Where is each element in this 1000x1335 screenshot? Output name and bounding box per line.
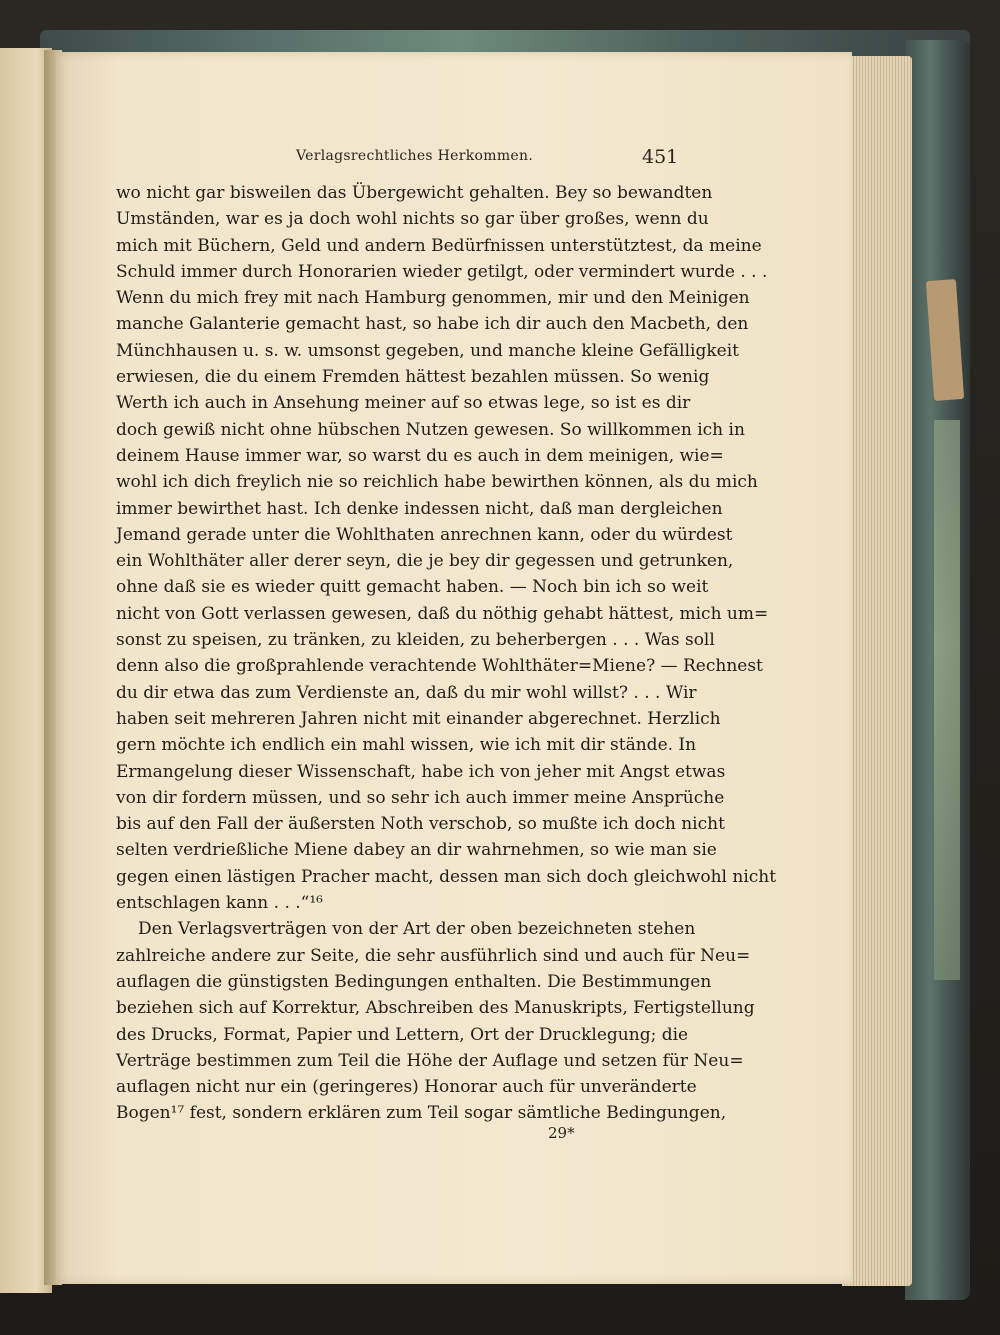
text-line: bis auf den Fall der äußersten Noth verschob, so mußte ich doch nicht [116, 814, 725, 835]
text-line: Den Verlagsverträgen von der Art der oben bezeichneten stehen [138, 919, 696, 940]
text-line: auflagen nicht nur ein (geringeres) Honorar auch für unveränderte [116, 1077, 697, 1098]
body-text [116, 180, 777, 1127]
running-head: Verlagsrechtliches Herkommen. [296, 148, 534, 164]
text-line: selten verdrießliche Miene dabey an dir wahrnehmen, so wie man sie [116, 840, 717, 861]
text-line: Bogen¹⁷ fest, sondern erklären zum Teil sogar sämtliche Bedingungen, [116, 1103, 727, 1124]
text-line: erwiesen, die du einem Fremden hättest bezahlen müssen. So wenig [116, 367, 710, 388]
text-line: auflagen die günstigsten Bedingungen enthalten. Die Bestimmungen [116, 971, 712, 992]
text-line: Umständen, war es ja doch wohl nichts so gar über großes, wenn du [116, 209, 709, 230]
text-line: zahlreiche andere zur Seite, die sehr ausführlich sind und auch für Neu= [116, 945, 751, 966]
text-line: mich mit Büchern, Geld und andern Bedürfnissen unterstütztest, da meine [116, 235, 762, 256]
text-line: des Drucks, Format, Papier und Lettern, Ort der Drucklegung; die [116, 1024, 689, 1045]
text-line: von dir fordern müssen, und so sehr ich auch immer meine Ansprüche [116, 787, 725, 808]
text-line: wo nicht gar bisweilen das Übergewicht gehalten. Bey so bewandten [116, 183, 713, 203]
text-line: entschlagen kann . . .“¹⁶ [116, 893, 323, 914]
text-line: gern möchte ich endlich ein mahl wissen, wie ich mit dir stände. In [116, 735, 697, 756]
text-line: Werth ich auch in Ansehung meiner auf so etwas lege, so ist es dir [116, 393, 691, 414]
text-line: doch gewiß nicht ohne hübschen Nutzen gewesen. So willkommen ich in [116, 419, 745, 440]
text-line: Wenn du mich frey mit nach Hamburg genommen, mir und den Meinigen [116, 288, 750, 309]
cover-marbled-patch [934, 420, 960, 980]
text-line: Jemand gerade unter die Wohlthaten anrechnen kann, oder du würdest [116, 524, 733, 545]
text-line: denn also die großprahlende verachtende Wohlthäter=Miene? — Rechnest [116, 656, 763, 677]
text-line: Münchhausen u. s. w. umsonst gegeben, und manche kleine Gefälligkeit [116, 340, 739, 361]
text-line: sonst zu speisen, zu tränken, zu kleiden, zu beherbergen . . . Was soll [116, 630, 715, 651]
text-line: ein Wohlthäter aller derer seyn, die je bey dir gegessen und getrunken, [116, 551, 734, 572]
text-line: gegen einen lästigen Pracher macht, dessen man sich doch gleichwohl nicht [116, 866, 777, 887]
text-line: ohne daß sie es wieder quitt gemacht haben. — Noch bin ich so weit [116, 577, 709, 598]
text-line: deinem Hause immer war, so warst du es auch in dem meinigen, wie= [116, 445, 724, 466]
text-line: Verträge bestimmen zum Teil die Höhe der Auflage und setzen für Neu= [116, 1050, 744, 1071]
text-line: haben seit mehreren Jahren nicht mit einander abgerechnet. Herzlich [116, 708, 721, 729]
text-line: nicht von Gott verlassen gewesen, daß du nöthig gehabt hättest, mich um= [116, 603, 769, 624]
text-line: immer bewirthet hast. Ich denke indessen nicht, daß man dergleichen [116, 498, 723, 519]
text-line: Ermangelung dieser Wissenschaft, habe ich von jeher mit Angst etwas [116, 761, 726, 782]
text-line: wohl ich dich freylich nie so reichlich habe bewirthen können, als du mich [116, 472, 758, 493]
text-line: Schuld immer durch Honorarien wieder getilgt, oder vermindert wurde . . . [116, 261, 768, 282]
text-line: manche Galanterie gemacht hast, so habe ich dir auch den Macbeth, den [116, 314, 749, 335]
page-number: 451 [642, 146, 679, 168]
text-line: beziehen sich auf Korrektur, Abschreiben des Manuskripts, Fertigstellung [116, 998, 755, 1019]
page-edges [842, 56, 912, 1286]
text-line: du dir etwa das zum Verdienste an, daß du mir wohl willst? . . . Wir [116, 682, 697, 703]
signature-mark: 29* [548, 1124, 575, 1142]
